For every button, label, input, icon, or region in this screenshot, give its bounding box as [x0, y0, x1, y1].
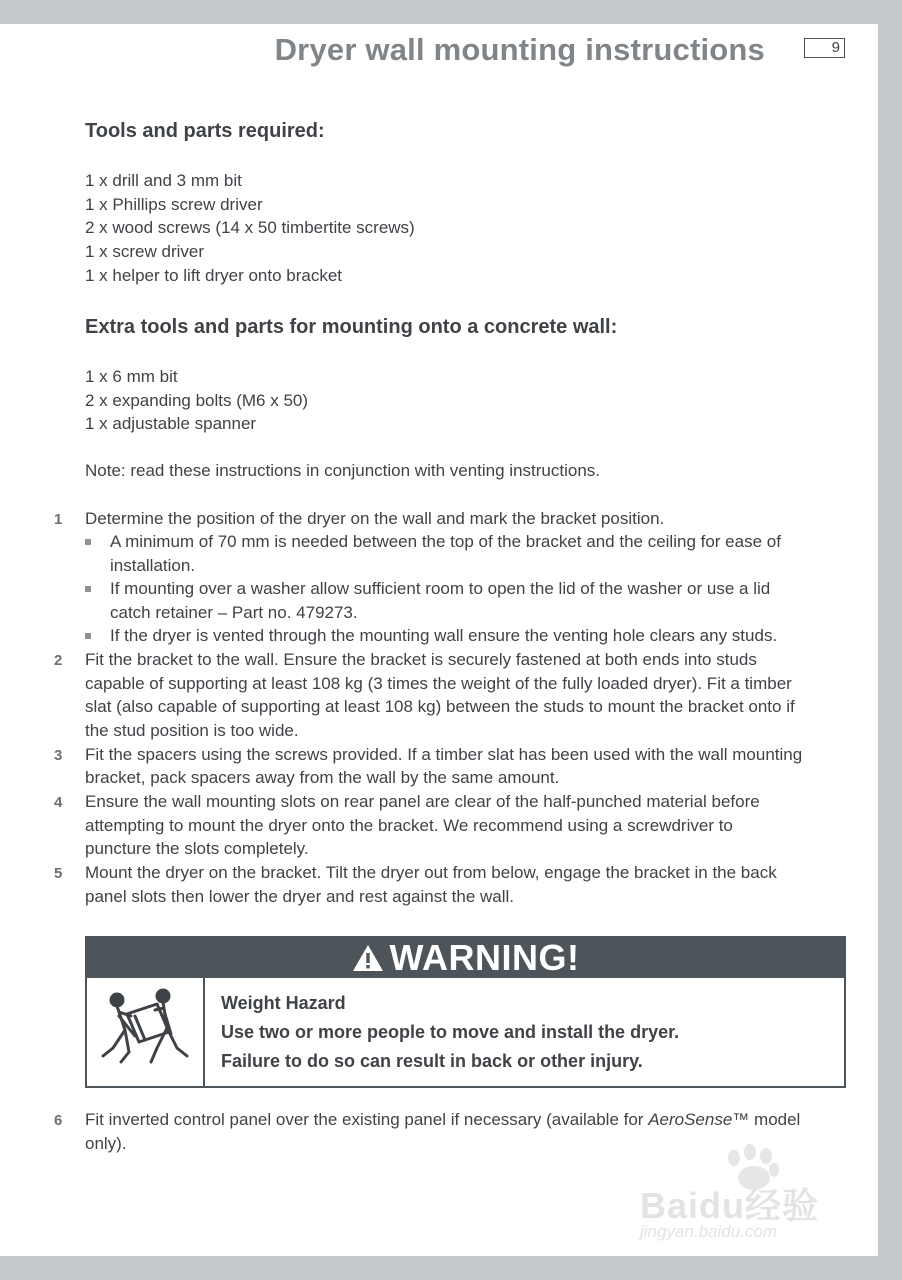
- model-name: AeroSense™: [648, 1110, 750, 1129]
- bullet-marker: [85, 586, 91, 592]
- tools-item: 2 x wood screws (14 x 50 timbertite screws): [85, 218, 415, 237]
- bullet-text: catch retainer – Part no. 479273.: [110, 603, 358, 622]
- bullet-text: If the dryer is vented through the mounting wall ensure the venting hole clears any studs.: [110, 626, 778, 645]
- bullet-marker: [85, 633, 91, 639]
- step-text-part: model: [749, 1110, 801, 1129]
- two-people-lifting-icon: [95, 986, 195, 1076]
- step-text: Ensure the wall mounting slots on rear panel are clear of the half-punched material before: [85, 792, 760, 811]
- tools-item: 1 x drill and 3 mm bit: [85, 171, 242, 190]
- step-text: panel slots then lower the dryer and rest against the wall.: [85, 887, 515, 906]
- step-text: Mount the dryer on the bracket. Tilt the dryer out from below, engage the bracket in the back: [85, 863, 777, 882]
- step-text: attempting to mount the dryer onto the bracket. We recommend using a screwdriver to: [85, 816, 733, 835]
- watermark-url: jingyan.baidu.com: [640, 1222, 778, 1241]
- bullet-text: installation.: [110, 556, 196, 575]
- step-text: the stud position is too wide.: [85, 721, 299, 740]
- step-number: 6: [54, 1112, 63, 1129]
- note-text: Note: read these instructions in conjunction with venting instructions.: [85, 461, 600, 480]
- step-number: 1: [54, 511, 63, 528]
- tools-item: 1 x helper to lift dryer onto bracket: [85, 266, 343, 285]
- document-page: [0, 24, 878, 1256]
- extra-heading: Extra tools and parts for mounting onto a concrete wall:: [85, 316, 618, 338]
- warning-header: [87, 938, 844, 978]
- baidu-watermark: [640, 1144, 850, 1249]
- step-number: 4: [54, 794, 63, 811]
- tools-heading: Tools and parts required:: [85, 120, 325, 142]
- page-number: 9: [804, 38, 845, 58]
- step-text: [85, 1110, 800, 1130]
- page-title: Dryer wall mounting instructions: [274, 32, 765, 67]
- warning-triangle-icon: [352, 944, 384, 972]
- step-text: bracket, pack spacers away from the wall by the same amount.: [85, 768, 560, 787]
- step-text: Fit the spacers using the screws provided. If a timber slat has been used with the wall mounting: [85, 745, 803, 764]
- step-text-part: Fit inverted control panel over the existing panel if necessary (available for: [85, 1110, 649, 1129]
- bullet-text: If mounting over a washer allow sufficient room to open the lid of the washer or use a lid: [110, 579, 771, 598]
- extra-item: 1 x 6 mm bit: [85, 367, 178, 386]
- warning-box: [85, 936, 846, 1088]
- step-text: Determine the position of the dryer on the wall and mark the bracket position.: [85, 509, 665, 528]
- step-text: puncture the slots completely.: [85, 839, 309, 858]
- step-number: 3: [54, 747, 63, 764]
- warning-line: Use two or more people to move and install the dryer.: [221, 1022, 680, 1042]
- warning-icon-cell: [87, 978, 205, 1086]
- tools-item: 1 x screw driver: [85, 242, 205, 261]
- extra-item: 2 x expanding bolts (M6 x 50): [85, 391, 309, 410]
- watermark-logo: Baidu经验: [640, 1185, 820, 1226]
- step-number: 5: [54, 865, 63, 882]
- step-number: 2: [54, 652, 63, 669]
- tools-item: 1 x Phillips screw driver: [85, 195, 263, 214]
- step-text: only).: [85, 1134, 127, 1153]
- bullet-text: A minimum of 70 mm is needed between the top of the bracket and the ceiling for ease of: [110, 532, 781, 551]
- bullet-marker: [85, 539, 91, 545]
- step-text: slat (also capable of supporting at least 108 kg) between the studs to mount the bracket onto if: [85, 697, 795, 716]
- warning-subtitle: Weight Hazard: [221, 993, 346, 1013]
- warning-line: Failure to do so can result in back or other injury.: [221, 1051, 643, 1071]
- extra-item: 1 x adjustable spanner: [85, 414, 257, 433]
- warning-title: WARNING!: [389, 937, 580, 978]
- step-text: Fit the bracket to the wall. Ensure the bracket is securely fastened at both ends into studs: [85, 650, 757, 669]
- step-text: capable of supporting at least 108 kg (3 times the weight of the fully loaded dryer). Fit a timber: [85, 674, 792, 693]
